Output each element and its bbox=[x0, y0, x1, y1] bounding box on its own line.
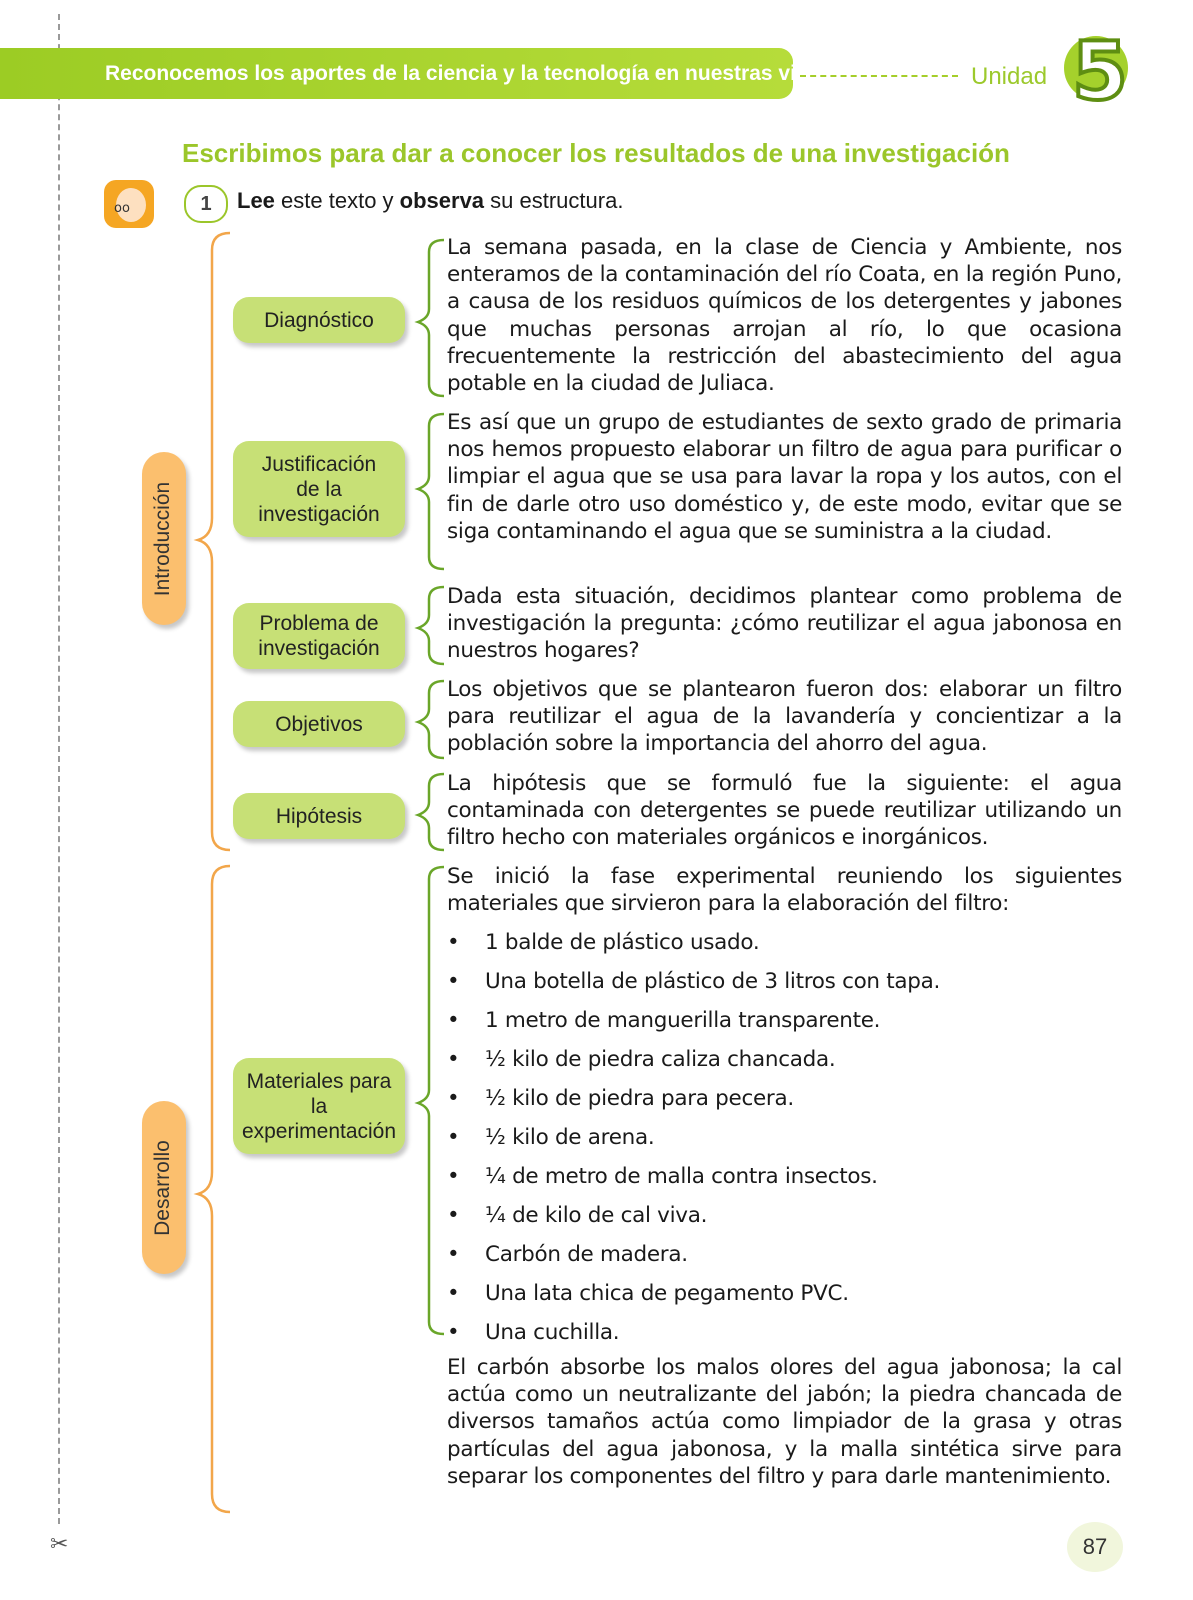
hipotesis-brace bbox=[418, 774, 444, 850]
tag-diagnostico: Diagnóstico bbox=[233, 297, 405, 343]
header-title: Reconocemos los aportes de la ciencia y la tecnología en nuestras vidas bbox=[105, 62, 833, 85]
list-item: • ¼ de kilo de cal viva. bbox=[447, 1203, 708, 1228]
paragraph-justificacion: Es así que un grupo de estudiantes de sexto grado de primaria nos hemos propuesto elaborar un filtro de agua para purificar o limpiar el agua que se usa para lavar la ropa y los autos, con el fin de darle otro uso doméstico y, de este modo, evitar que se siga contaminando el agua que se suministra a la ciudad. bbox=[447, 410, 1122, 544]
paragraph-diagnostico: La semana pasada, en la clase de Ciencia y Ambiente, nos enteramos de la contaminación del río Coata, en la región Puno, a causa de los residuos químicos de los detergentes y jabones que muchas personas arrojan al río, lo que ocasiona frecuentemente la restricción del abastecimiento del agua potable en la ciudad de Juliaca. bbox=[447, 235, 1122, 397]
section-title: Escribimos para dar a conocer los resultados de una investigación bbox=[182, 138, 1010, 168]
justificacion-brace bbox=[418, 414, 444, 569]
list-item: • ½ kilo de arena. bbox=[447, 1125, 655, 1150]
list-item: • ½ kilo de piedra para pecera. bbox=[447, 1086, 794, 1111]
instruction: Lee este texto y observa su estructura. bbox=[237, 188, 624, 213]
tag-objetivos: Objetivos bbox=[233, 701, 405, 747]
paragraph-objetivos: Los objetivos que se plantearon fueron dos: elaborar un filtro para reutilizar el agua de la lavandería y concientizar a la población sobre la importancia del ahorro del agua. bbox=[447, 677, 1122, 757]
unit-label: Unidad bbox=[971, 63, 1048, 90]
page-number: 87 bbox=[1067, 1522, 1123, 1572]
paragraph-materiales-intro: Se inició la fase experimental reuniendo los siguientes materiales que sirvieron para la elaboración del filtro: bbox=[447, 864, 1122, 917]
list-item: • Una cuchilla. bbox=[447, 1320, 620, 1345]
scissors-icon: ✂ bbox=[50, 1532, 69, 1557]
list-item: • Una lata chica de pegamento PVC. bbox=[447, 1281, 849, 1306]
list-item: • Una botella de plástico de 3 litros con tapa. bbox=[447, 969, 941, 994]
tag-problema: Problema de investigación bbox=[233, 603, 405, 669]
materials-list bbox=[447, 929, 940, 1358]
unit-number: 5 bbox=[1072, 25, 1128, 118]
tag-justificacion: Justificación de la investigación bbox=[233, 441, 405, 537]
diagnostico-brace bbox=[418, 240, 444, 396]
list-item: • 1 metro de manguerilla transparente. bbox=[447, 1008, 881, 1033]
tag-materiales: Materiales para la experimentación bbox=[233, 1058, 405, 1154]
introduccion-label: Introducción bbox=[151, 481, 174, 597]
list-item: • Carbón de madera. bbox=[447, 1242, 688, 1267]
paragraph-cierre: El carbón absorbe los malos olores del agua jabonosa; la cal actúa como un neutralizante del jabón; la piedra chancada de diversos tamaños actúa como limpiador de la grasa y otras partículas del agua jabonosa, y la malla sintética sirve para separar los componentes del filtro y para darle mantenimiento. bbox=[447, 1355, 1122, 1489]
step-number: 1 bbox=[184, 185, 228, 223]
introduccion-brace bbox=[198, 233, 230, 850]
materiales-brace bbox=[418, 867, 444, 1334]
problema-brace bbox=[418, 587, 444, 664]
tag-hipotesis: Hipótesis bbox=[233, 793, 405, 839]
list-item: • ¼ de metro de malla contra insectos. bbox=[447, 1164, 878, 1189]
paragraph-hipotesis: La hipótesis que se formuló fue la siguiente: el agua contaminada con detergentes se puede reutilizar utilizando un filtro hecho con materiales orgánicos e inorgánicos. bbox=[447, 771, 1122, 851]
desarrollo-label: Desarrollo bbox=[151, 1140, 174, 1236]
paragraph-problema: Dada esta situación, decidimos plantear como problema de investigación la pregunta: ¿cómo reutilizar el agua jabonosa en nuestros hogares? bbox=[447, 584, 1122, 664]
objetivos-brace bbox=[418, 681, 444, 758]
list-item: • ½ kilo de piedra caliza chancada. bbox=[447, 1047, 836, 1072]
list-item: • 1 balde de plástico usado. bbox=[447, 930, 760, 955]
desarrollo-brace bbox=[198, 866, 230, 1512]
student-avatar-icon: oo bbox=[104, 180, 154, 228]
